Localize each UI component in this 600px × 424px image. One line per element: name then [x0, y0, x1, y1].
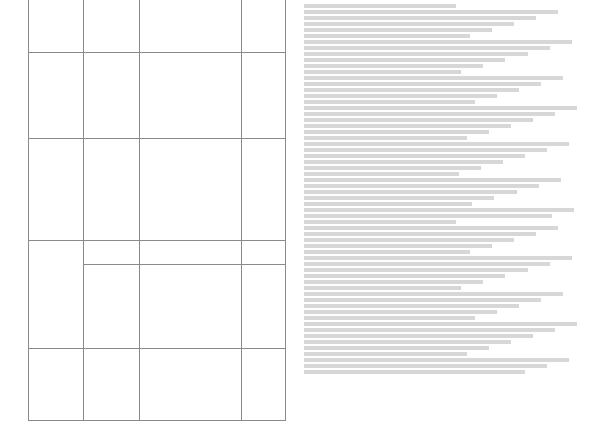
row-divider: [83, 264, 285, 265]
text-line-placeholder: [304, 328, 555, 332]
text-line-placeholder: [304, 286, 461, 290]
text-line-placeholder: [304, 142, 569, 146]
text-line-placeholder: [304, 172, 459, 176]
text-line-placeholder: [304, 190, 517, 194]
table-row: [29, 241, 285, 349]
text-line-placeholder: [304, 310, 497, 314]
text-line-placeholder: [304, 352, 467, 356]
text-line-placeholder: [304, 94, 497, 98]
text-line-placeholder: [304, 76, 563, 80]
text-line-placeholder: [304, 208, 574, 212]
text-line-placeholder: [304, 256, 572, 260]
text-line-placeholder: [304, 106, 577, 110]
text-line-placeholder: [304, 346, 489, 350]
text-line-placeholder: [304, 196, 494, 200]
text-line-placeholder: [304, 22, 514, 26]
text-line-placeholder: [304, 316, 475, 320]
text-line-placeholder: [304, 28, 492, 32]
text-line-placeholder: [304, 4, 456, 8]
text-line-placeholder: [304, 280, 483, 284]
text-line-placeholder: [304, 244, 492, 248]
text-line-placeholder: [304, 268, 528, 272]
text-line-placeholder: [304, 100, 475, 104]
text-line-placeholder: [304, 292, 563, 296]
text-line-placeholder: [304, 214, 552, 218]
text-line-placeholder: [304, 358, 569, 362]
text-line-placeholder: [304, 202, 472, 206]
table-row: [29, 139, 285, 241]
text-line-placeholder: [304, 130, 489, 134]
table-row: [29, 349, 285, 421]
text-line-placeholder: [304, 154, 525, 158]
text-line-placeholder: [304, 118, 533, 122]
table-row: [29, 53, 285, 139]
text-line-placeholder: [304, 112, 555, 116]
text-line-placeholder: [304, 52, 528, 56]
text-line-placeholder: [304, 136, 467, 140]
text-line-placeholder: [304, 160, 503, 164]
text-line-placeholder: [304, 274, 505, 278]
text-line-placeholder: [304, 322, 577, 326]
text-line-placeholder: [304, 262, 550, 266]
text-line-placeholder: [304, 334, 533, 338]
text-line-placeholder: [304, 166, 481, 170]
text-line-placeholder: [304, 304, 519, 308]
text-line-placeholder: [304, 298, 541, 302]
table-row: [29, 0, 285, 53]
text-line-placeholder: [304, 226, 558, 230]
text-line-placeholder: [304, 40, 572, 44]
text-line-placeholder: [304, 10, 558, 14]
text-line-placeholder: [304, 64, 483, 68]
schedule-table: [28, 0, 286, 421]
text-line-placeholder: [304, 184, 539, 188]
scenario-text: [304, 4, 580, 218]
text-line-placeholder: [304, 370, 525, 374]
text-line-placeholder: [304, 124, 511, 128]
text-line-placeholder: [304, 232, 536, 236]
text-line-placeholder: [304, 46, 550, 50]
text-line-placeholder: [304, 34, 470, 38]
trial-text: [304, 220, 580, 374]
text-line-placeholder: [304, 238, 514, 242]
text-line-placeholder: [304, 250, 470, 254]
text-line-placeholder: [304, 220, 456, 224]
text-line-placeholder: [304, 340, 511, 344]
text-line-placeholder: [304, 70, 461, 74]
text-line-placeholder: [304, 178, 561, 182]
text-line-placeholder: [304, 148, 547, 152]
text-line-placeholder: [304, 16, 536, 20]
text-line-placeholder: [304, 364, 547, 368]
text-line-placeholder: [304, 58, 505, 62]
materials-column: [304, 4, 580, 420]
text-line-placeholder: [304, 88, 519, 92]
text-line-placeholder: [304, 82, 541, 86]
